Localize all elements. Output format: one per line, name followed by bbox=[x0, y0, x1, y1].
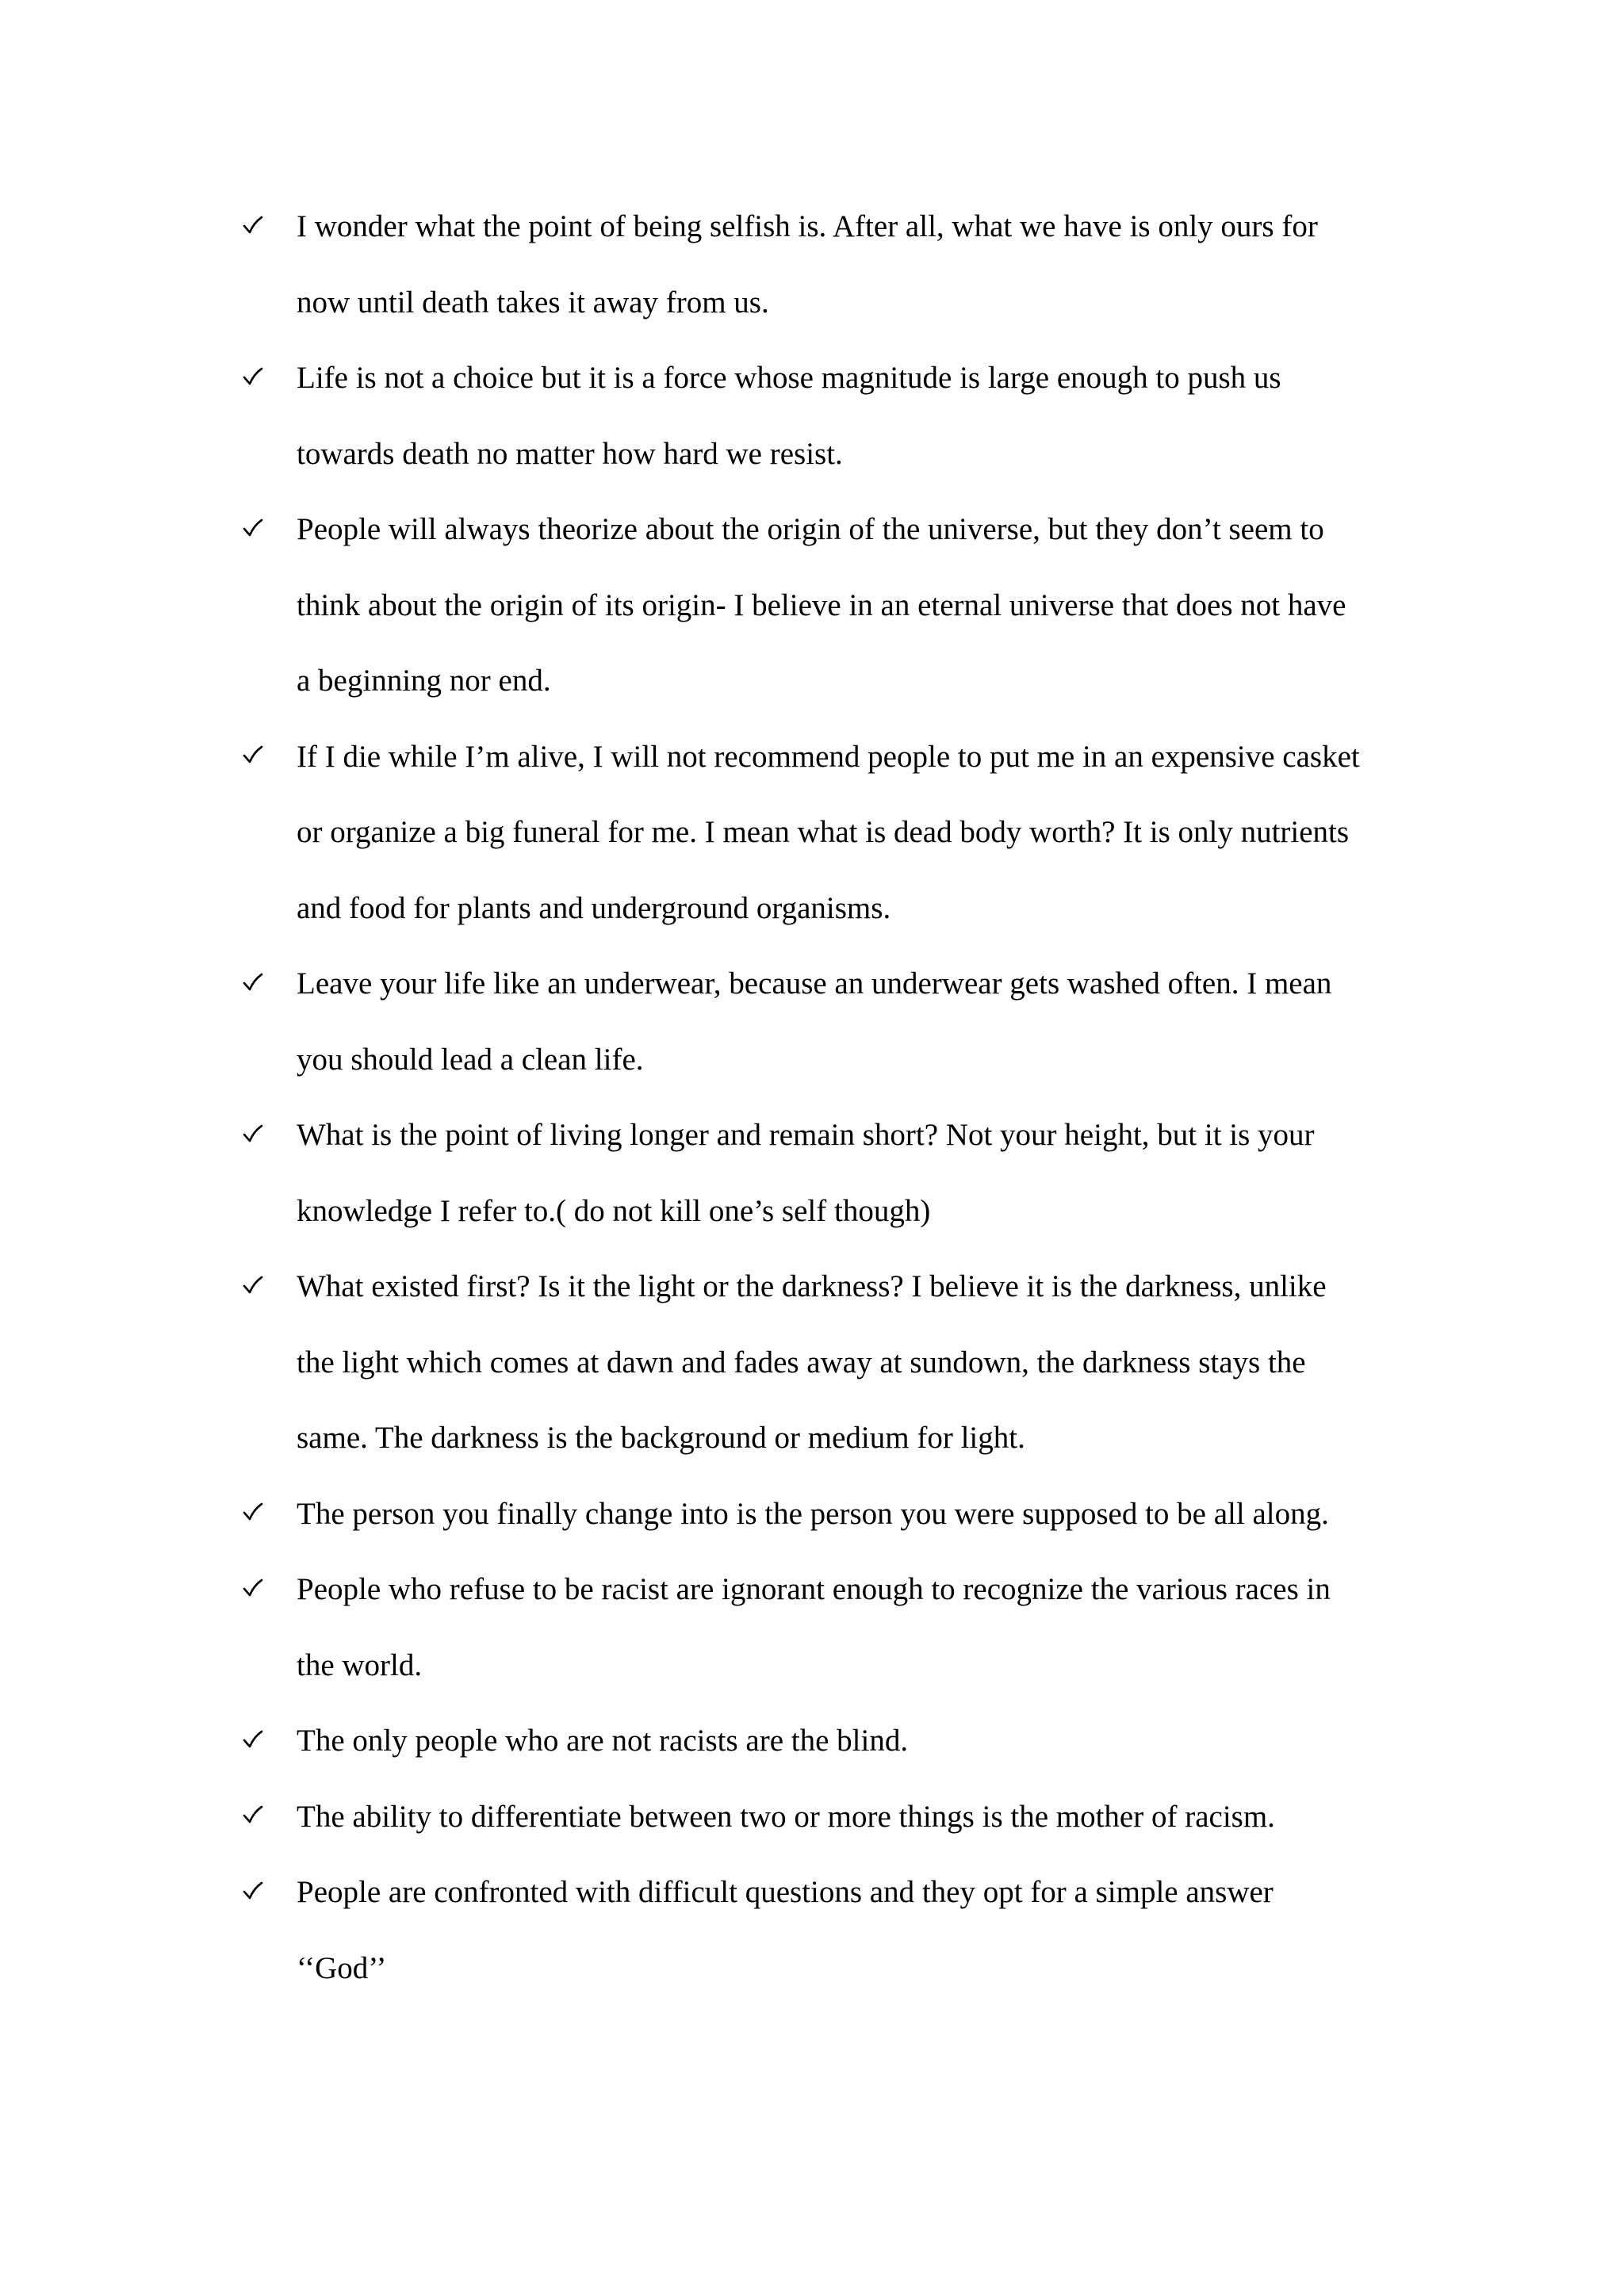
list-item bbox=[243, 1779, 1448, 1855]
list-item-line: The only people who are not racists are the blind. bbox=[297, 1724, 909, 1758]
checkmark-icon bbox=[243, 492, 274, 568]
checkmark-icon bbox=[243, 189, 274, 265]
list-item-line: What existed first? Is it the light or the darkness? I believe it is the darkness, unlike bbox=[297, 1269, 1327, 1303]
checkmark-icon bbox=[243, 1476, 274, 1552]
list-item-line: and food for plants and underground organisms. bbox=[297, 890, 891, 925]
checkmark-icon bbox=[243, 1703, 274, 1779]
list-item-line: knowledge I refer to.( do not kill one’s self though) bbox=[297, 1193, 931, 1228]
checkmark-icon bbox=[243, 340, 274, 416]
list-item-line: towards death no matter how hard we resist. bbox=[297, 436, 843, 471]
list-item bbox=[243, 1476, 1448, 1552]
checkmark-icon bbox=[243, 1779, 274, 1855]
list-item bbox=[243, 1552, 1448, 1703]
list-item-line: People who refuse to be racist are ignorant enough to recognize the various races in bbox=[297, 1572, 1331, 1606]
checkmark-icon bbox=[243, 1097, 274, 1173]
list-item-line: What is the point of living longer and remain short? Not your height, but it is your bbox=[297, 1118, 1315, 1152]
list-item-line: Life is not a choice but it is a force whose magnitude is large enough to push us bbox=[297, 361, 1281, 395]
list-item-line: People will always theorize about the origin of the universe, but they don’t seem to bbox=[297, 512, 1324, 546]
list-item bbox=[243, 189, 1448, 340]
list-item-line: you should lead a clean life. bbox=[297, 1042, 644, 1077]
list-item-line: I wonder what the point of being selfish is. After all, what we have is only ours for bbox=[297, 209, 1318, 243]
list-item bbox=[243, 719, 1448, 947]
list-item-line: the light which comes at dawn and fades away at sundown, the darkness stays the bbox=[297, 1345, 1306, 1380]
list-item-line: If I die while I’m alive, I will not recommend people to put me in an expensive casket bbox=[297, 739, 1360, 774]
checkmark-icon bbox=[243, 719, 274, 795]
list-item-line: ‘‘God’’ bbox=[297, 1950, 387, 1985]
list-item-line: a beginning nor end. bbox=[297, 664, 551, 698]
list-item bbox=[243, 1854, 1448, 2006]
list-item-line: think about the origin of its origin- I believe in an eternal universe that does not have bbox=[297, 587, 1346, 622]
list-item bbox=[243, 340, 1448, 492]
list-item-line: the world. bbox=[297, 1647, 423, 1682]
list-item-line: The person you finally change into is the person you were supposed to be all along. bbox=[297, 1496, 1329, 1531]
list-item-line: People are confronted with difficult questions and they opt for a simple answer bbox=[297, 1875, 1274, 1909]
list-item-line: The ability to differentiate between two or more things is the mother of racism. bbox=[297, 1799, 1275, 1834]
list-item bbox=[243, 492, 1448, 719]
list-item bbox=[243, 946, 1448, 1097]
checkmark-icon bbox=[243, 1249, 274, 1325]
list-item bbox=[243, 1703, 1448, 1779]
checkmark-icon bbox=[243, 946, 274, 1022]
checkmark-icon bbox=[243, 1552, 274, 1628]
list-item-line: or organize a big funeral for me. I mean what is dead body worth? It is only nutrients bbox=[297, 815, 1350, 849]
checkmark-icon bbox=[243, 1854, 274, 1931]
list-item-line: now until death takes it away from us. bbox=[297, 285, 769, 320]
list-item-line: same. The darkness is the background or medium for light. bbox=[297, 1421, 1025, 1455]
list-item bbox=[243, 1097, 1448, 1249]
quote-bullet-list bbox=[243, 189, 1448, 2006]
list-item bbox=[243, 1249, 1448, 1476]
list-item-line: Leave your life like an underwear, because an underwear gets washed often. I mean bbox=[297, 966, 1332, 1001]
